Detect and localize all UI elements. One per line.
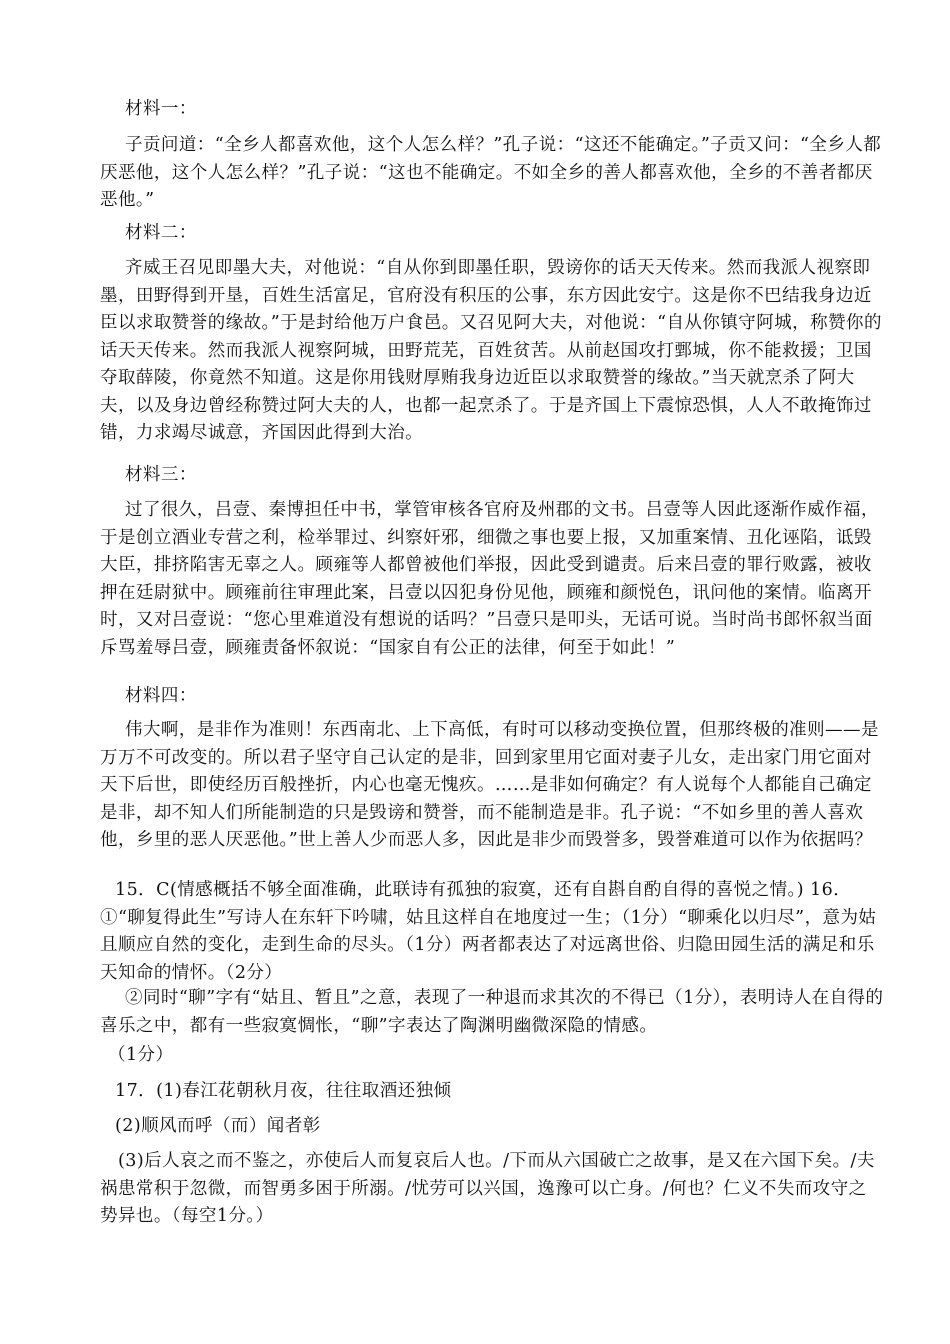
answer-17-1: 17．(1)春江花朝秋月夜，往往取酒还独倾 <box>115 1081 452 1101</box>
answer-16-2-score: （1分） <box>108 1045 174 1065</box>
answer-17-3: (3)后人哀之而不鉴之，亦使后人而复哀后人也。/下而从六国破亡之故事，是又在六国下矣。/夫祸患常积于忽微，而智勇多困于所溺。/忧劳可以兴国，逸豫可以亡身。/何也？仁义不失而攻守之势异也。（每空1分。） <box>100 1151 875 1226</box>
material-4-text: 伟大啊，是非作为准则！东西南北、上下高低，有时可以移动变换位置，但那终极的准则——是万万不可改变的。所以君子坚守自己认定的是非，回到家里用它面对妻子儿女，走出家门用它面对天下后世，即使经历百般挫折，内心也毫无愧疚。……是非如何确定？有人说每个人都能自己确定是非，却不知人们所能制造的只是毁谤和赞誉，而不能制造是非。孔子说：“不如乡里的善人喜欢他，乡里的恶人厌恶他。”世上善人少而恶人多，因此是非少而毁誉多，毁誉难道可以作为依据吗？ <box>100 720 879 850</box>
material-2-text: 齐威王召见即墨大夫，对他说：“自从你到即墨任职，毁谤你的话天天传来。然而我派人视察即墨，田野得到开垦，百姓生活富足，官府没有积压的公事，东方因此安宁。这是你不巴结我身边近臣以求取赞誉的缘故。”于是封给他万户食邑。又召见阿大夫，对他说：“自从你镇守阿城，称赞你的话天天传来。然而我派人视察阿城，田野荒芜，百姓贫苦。从前赵国攻打鄄城，你不能救援；卫国夺取薛陵，你竟然不知道。这是你用钱财厚贿我身边近臣以求取赞誉的缘故。”当天就烹杀了阿大夫，以及身边曾经称赞过阿大夫的人，也都一起烹杀了。于是齐国上下震惊恐惧，人人不敢掩饰过错，力求竭尽诚意，齐国因此得到大治。 <box>100 258 882 443</box>
material-4-heading: 材料四： <box>125 686 197 706</box>
answer-16-2: ②同时“聊”字有“姑且、暂且”之意，表现了一种退而求其次的不得已（1分），表明诗人在自得的喜乐之中，都有一些寂寞惆怅，“聊”字表达了陶渊明幽微深隐的情感。 <box>100 988 884 1036</box>
answer-15-16: 15．C(情感概括不够全面准确，此联诗有孤独的寂寞，还有自斟自酌自得的喜悦之情。) 16．①“聊复得此生”写诗人在东轩下吟啸，姑且这样自在地度过一生；（1分）“聊乘化以归尽”，意为姑且顺应自然的变化，走到生命的尽头。（1分）两者都表达了对远离世俗、归隐田园生活的满足和乐天知命的情怀。（2分） <box>100 880 877 983</box>
material-1-text: 子贡问道：“全乡人都喜欢他，这个人怎么样？”孔子说：“这还不能确定。”子贡又问：“全乡人都厌恶他，这个人怎么样？”孔子说：“这也不能确定。不如全乡的善人都喜欢他，全乡的不善者都厌恶他。” <box>100 135 882 210</box>
material-3-text: 过了很久，吕壹、秦博担任中书，掌管审核各官府及州郡的文书。吕壹等人因此逐渐作威作福，于是创立酒业专营之利，检举罪过、纠察奸邪，细微之事也要上报，又加重案情、丑化诬陷，诋毁大臣，排挤陷害无辜之人。顾雍等人都曾被他们举报，因此受到谴责。后来吕壹的罪行败露，被收押在廷尉狱中。顾雍前往审理此案，吕壹以囚犯身份见他，顾雍和颜悦色，讯问他的案情。临离开时，又对吕壹说：“您心里难道没有想说的话吗？”吕壹只是叩头，无话可说。当时尚书郎怀叙当面斥骂羞辱吕壹，顾雍责备怀叙说：“国家自有公正的法律，何至于如此！” <box>100 500 879 658</box>
material-1-heading: 材料一： <box>125 99 197 119</box>
material-3-heading: 材料三： <box>125 465 197 485</box>
answer-17-2: (2)顺风而呼（而）闻者彰 <box>115 1116 321 1136</box>
material-2-heading: 材料二： <box>125 223 197 243</box>
